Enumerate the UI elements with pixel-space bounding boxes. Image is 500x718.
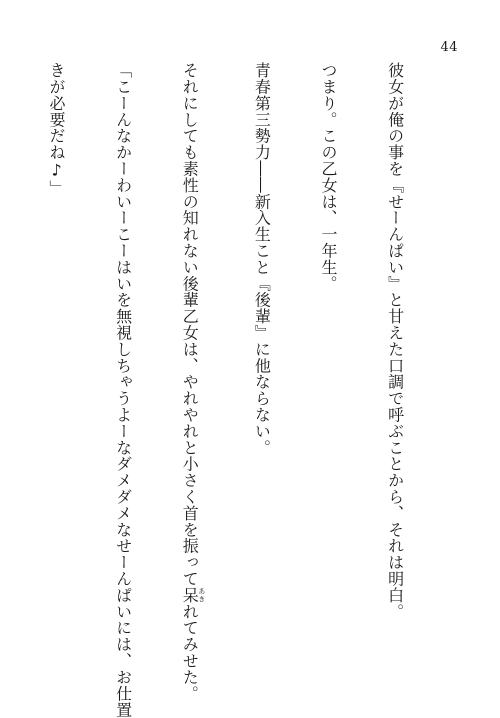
text-line: きが必要だね♪」 [45,62,67,662]
text-line: 青春第三勢力――新入生こと『後輩』に他ならない。 [250,62,272,662]
text-line: それにしても素性の知れない後輩乙女は、やれやれと小さく首を振って呆あきれてみせた。 [178,62,206,662]
page-number: 44 [440,40,458,55]
text-line: つまり。この乙女は、一年生。 [317,62,339,662]
text-line: 「こーんなかーわいーこーはいを無視しちゃうよーなダメダメなせーんぱいには、お仕置 [111,62,133,662]
furigana-reading: あき [198,587,206,603]
vertical-body-text [0,62,450,662]
text-line: 彼女が俺の事を『せーんぱい』と甘えた口調で呼ぶことから、それは明白。 [383,62,405,662]
furigana-word: 呆あき [180,587,199,603]
